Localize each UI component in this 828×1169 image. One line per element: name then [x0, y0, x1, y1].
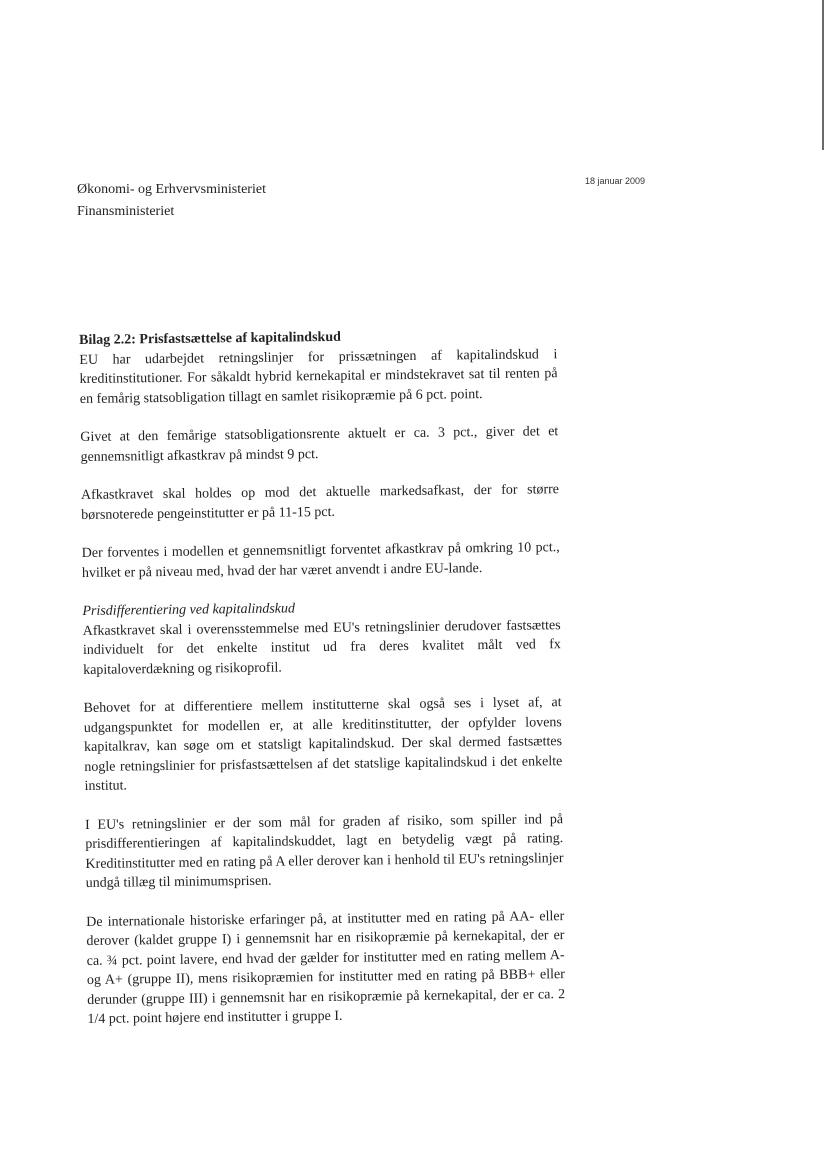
paragraph-6: Behovet for at differentiere mellem institutterne skal også ses i lyset af, at udgangspunktet for modellen er, at alle kreditinstitutter, der opfylder lovens kapitalkrav, kan søge om et statsligt kapitalindskud. Der skal dermed fastsættes nogle retningslinier for prisfastsættelsen af det statslige kapitalindskud i det enkelte institut.: [83, 695, 563, 794]
document-date: 18 januar 2009: [585, 176, 646, 186]
subsection-heading: Prisdifferentiering ved kapitalindskud: [82, 601, 296, 619]
paragraph-5: Afkastkravet skal i overensstemmelse med EU's retningslinier derudover fastsættes individuelt for det enkelte institut ud fra deres kvalitet målt ved fx kapitaloverdækning og risikoprofil.: [82, 617, 561, 678]
sender-line-2: Finansministeriet: [77, 204, 175, 219]
scan-edge-line: [822, 0, 824, 150]
paragraph-2: Givet at den femårige statsobligationsrente aktuelt er ca. 3 pct., giver det et gennemsnitligt afkastkrav på mindst 9 pct.: [80, 424, 559, 465]
sender-line-1: Økonomi- og Erhvervsministeriet: [77, 182, 266, 197]
paragraph-8: De internationale historiske erfaringer på, at institutter med en rating på AA- eller derover (kaldet gruppe I) i gennemsnit har en risikopræmie på kernekapital, der er ca. ¾ pct. point lavere, end hvad der gælder for institutter med en rating mellem A- og A+ (gruppe II), mens risikopræmien for institutter med en rating på BBB+ eller derunder (gruppe III) i gennemsnit har en risikopræmie på kernekapital, der er ca. 2 1/4 pct. point højere end institutter i gruppe I.: [86, 908, 566, 1027]
sender-block: [77, 179, 266, 223]
document-body: [79, 325, 566, 1048]
paragraph-1: EU har udarbejdet retningslinjer for prissætningen af kapitalindskud i kreditinstitutioner. For såkaldt hybrid kernekapital er mindstekravet sat til renten på en femårig statsobligation tillagt en samlet risikopræmie på 6 pct. point.: [79, 346, 558, 407]
paragraph-4: Der forventes i modellen et gennemsnitligt forventet afkastkrav på omkring 10 pct., hvilket er på niveau med, hvad der har været anvendt i andre EU-lande.: [81, 540, 560, 581]
section-heading: Bilag 2.2: Prisfastsættelse af kapitalindskud: [79, 329, 341, 348]
paragraph-7: I EU's retningslinier er der som mål for graden af risiko, som spiller ind på prisdifferentieringen af kapitalindskuddet, lagt en betydelig vægt på rating. Kreditinstitutter med en rating på A eller derover kan i henhold til EU's retningslinjer undgå tillæg til minimumsprisen.: [84, 811, 564, 891]
paragraph-3: Afkastkravet skal holdes op mod det aktuelle markedsafkast, der for større børsnoterede pengeinstitutter er på 11-15 pct.: [80, 482, 560, 523]
